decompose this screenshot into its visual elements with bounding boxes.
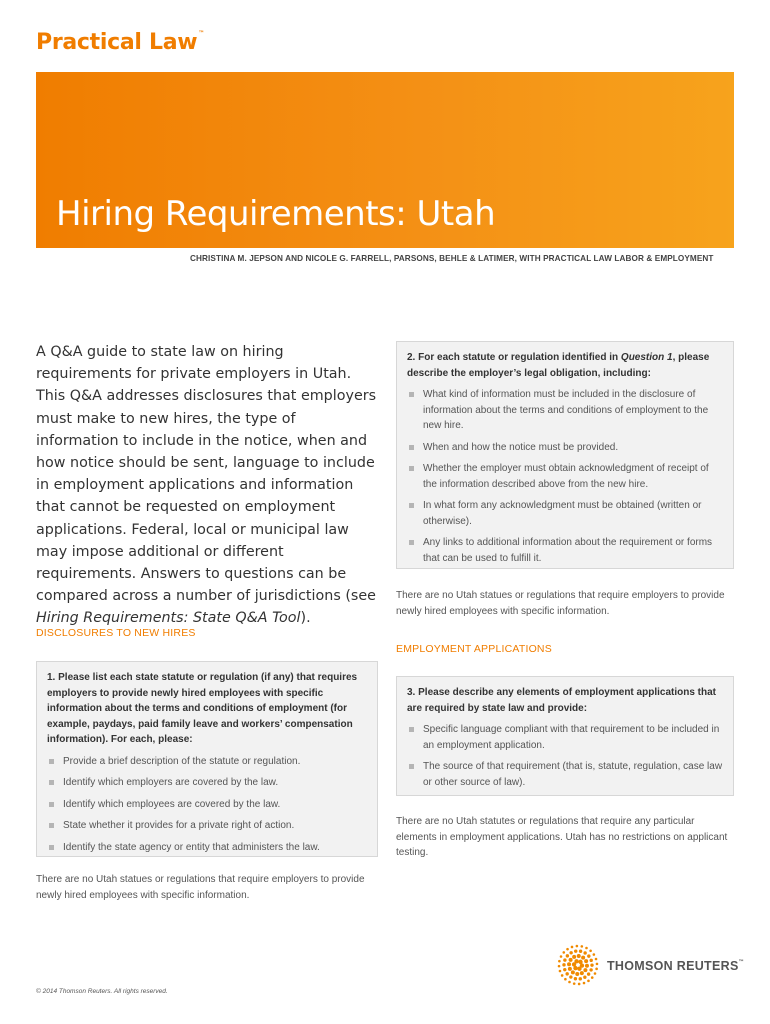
list-item: What kind of information must be included in the disclosure of information about the terms and conditions of employment to the new hire. — [407, 387, 723, 434]
question-2-title: 2. For each statute or regulation identified in Question 1, please describe the employer’s legal obligation, including: — [407, 352, 710, 379]
answer-2: There are no Utah statues or regulations that require employers to provide newly hired employees with specific information. — [396, 590, 725, 617]
square-bullet-icon — [49, 845, 54, 850]
question-3-title: 3. Please describe any elements of employment applications that are required by state law and provide: — [407, 687, 716, 714]
authors-line: CHRISTINA M. JEPSON AND NICOLE G. FARRELL, PARSONS, BEHLE & LATIMER, WITH PRACTICAL LAW LABOR & EMPLOYMENT — [190, 254, 714, 263]
square-bullet-icon — [409, 540, 414, 545]
square-bullet-icon — [409, 764, 414, 769]
square-bullet-icon — [409, 445, 414, 450]
page-title: Hiring Requirements: Utah — [56, 194, 496, 234]
list-item: Provide a brief description of the statute or regulation. — [47, 754, 367, 770]
intro-paragraph: A Q&A guide to state law on hiring requirements for private employers in Utah. This Q&A addresses disclosures that employers must make to new hires, the type of information to include in the notice, when and how notice should be sent, language to include in employment applications and information that cannot be requested on employment applications. Federal, local or municipal law may impose additional or different requirements. Answers to questions can be compared across a number of jurisdictions (see Hiring Requirements: State Q&A Tool). — [36, 344, 377, 627]
question-1-title: 1. Please list each state statute or regulation (if any) that requires employers to provide newly hired employees with specific information about the terms and conditions of employment (for example, paydays, paid family leave and workers’ compensation information). For each, please: — [47, 672, 358, 745]
question-1-box — [36, 661, 378, 857]
square-bullet-icon — [409, 392, 414, 397]
list-item: When and how the notice must be provided. — [407, 440, 723, 456]
square-bullet-icon — [49, 823, 54, 828]
answer-3: There are no Utah statutes or regulations that require any particular elements in employment applications. Utah has no restrictions on applicant testing. — [396, 816, 728, 858]
list-item: Specific language compliant with that requirement to be included in an employment application. — [407, 722, 723, 753]
question-2-box — [396, 341, 734, 569]
square-bullet-icon — [49, 780, 54, 785]
list-item: Whether the employer must obtain acknowledgment of receipt of the information described above from the new hire. — [407, 461, 723, 492]
square-bullet-icon — [409, 503, 414, 508]
thomson-reuters-dot-globe-icon — [555, 942, 601, 988]
list-item: Identify which employers are covered by the law. — [47, 775, 367, 791]
list-item: Identify which employees are covered by the law. — [47, 797, 367, 813]
thomson-reuters-logo: THOMSON REUTERS™ — [555, 942, 745, 992]
title-banner — [36, 72, 734, 248]
square-bullet-icon — [409, 727, 414, 732]
practical-law-logo: Practical Law™ — [36, 30, 204, 55]
square-bullet-icon — [409, 466, 414, 471]
question-3-box — [396, 676, 734, 796]
list-item: Identify the state agency or entity that administers the law. — [47, 840, 367, 856]
copyright-notice: © 2014 Thomson Reuters. All rights reserved. — [36, 988, 168, 995]
qa-tool-link[interactable]: Hiring Requirements: State Q&A Tool — [36, 610, 301, 627]
answer-1: There are no Utah statues or regulations that require employers to provide newly hired employees with specific information. — [36, 874, 365, 901]
section-heading-disclosures: DISCLOSURES TO NEW HIRES — [36, 627, 196, 639]
list-item: In what form any acknowledgment must be obtained (written or otherwise). — [407, 498, 723, 529]
section-heading-applications: EMPLOYMENT APPLICATIONS — [396, 643, 552, 655]
square-bullet-icon — [49, 759, 54, 764]
list-item: The source of that requirement (that is, statute, regulation, case law or other source of law). — [407, 759, 723, 790]
list-item: Any links to additional information about the requirement or forms that can be used to fulfill it. — [407, 535, 723, 566]
list-item: State whether it provides for a private right of action. — [47, 818, 367, 834]
square-bullet-icon — [49, 802, 54, 807]
